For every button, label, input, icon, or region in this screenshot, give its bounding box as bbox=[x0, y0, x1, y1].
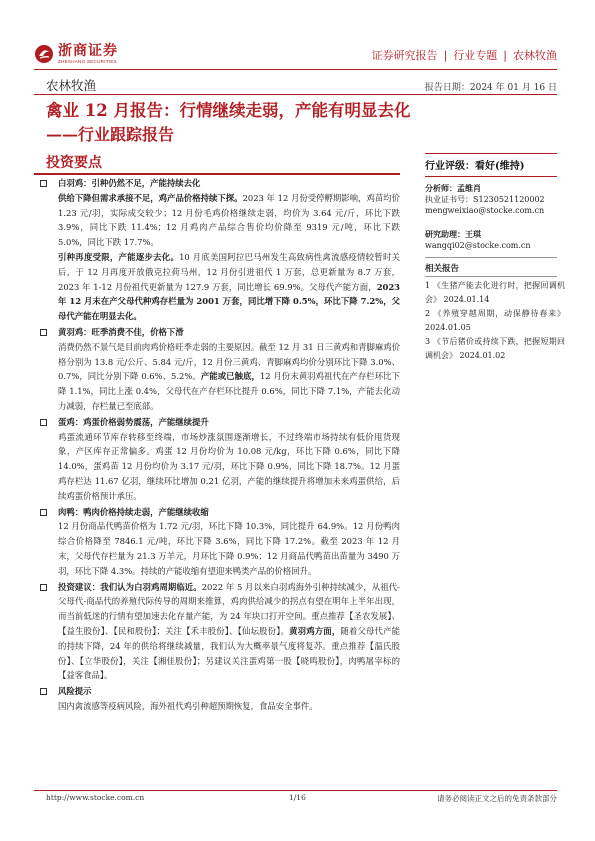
body-text: 2022 年 5 月以来白羽鸡海外引种持续减少，从祖代-父母代-商品代的养殖代际传导的周期来推算，鸡肉供给减少的拐点有望在明年上半年出现，而当前低迷的行情有望加速去化存量产能，为 24 年块口打开空间。重点推荐【圣农发展】、【益生股份】、【民和股份】；关注【禾丰股份】、【仙坛股份】。 bbox=[58, 581, 400, 636]
emphasis-text: 供给下降但需求承接不足，鸡产品价格持续下探。 bbox=[58, 192, 243, 203]
industry-rating: 行业评级：看好(维持) bbox=[425, 161, 525, 172]
checkbox-bullet-icon bbox=[40, 180, 47, 187]
checkbox-bullet-icon bbox=[40, 419, 47, 426]
assistant-email[interactable]: wangqi02@stocke.com.cn bbox=[425, 241, 531, 250]
key-point-heading: 蛋鸡：鸡蛋价格弱势震荡，产能继续提升 bbox=[58, 416, 209, 427]
logo-mark-icon bbox=[34, 44, 54, 64]
body-text: 国内禽流感等疫病风险，海外祖代鸡引种超预期恢复，食品安全事件。 bbox=[58, 700, 318, 711]
key-point-block bbox=[40, 580, 400, 684]
key-point-paragraph bbox=[58, 519, 400, 578]
related-report-item[interactable]: 1 《生猪产能去化进行时，把握回调机会》 2024.01.14 bbox=[425, 281, 565, 304]
body-text: 2023 年 12 月份受停孵期影响，鸡苗均价 1.23 元/羽，实际成交较少；12 月份毛鸡价格继续走弱，均价为 3.64 元/斤，环比下跌 3.9%，同比下跌 11.4%；12 月鸡肉产品综合售价均价降至 9319 元/吨，环比下跌 5.0%，同比下跌 17.7%。 bbox=[58, 192, 400, 248]
logo-name-cn: 浙商证券 bbox=[58, 42, 118, 59]
nav-report-type: 证券研究报告 bbox=[371, 49, 438, 62]
footer-url[interactable]: http://www.stocke.com.cn bbox=[46, 793, 145, 802]
key-point-paragraph bbox=[58, 699, 400, 714]
related-reports-list bbox=[425, 279, 565, 364]
checkbox-bullet-icon bbox=[40, 688, 47, 695]
related-divider bbox=[425, 276, 557, 277]
page-number: 1/16 bbox=[289, 793, 306, 802]
report-date: 报告日期：2024 年 01 月 16 日 bbox=[424, 83, 557, 93]
logo-name-en: ZHESHANG SECURITIES bbox=[58, 58, 117, 64]
analyst-email[interactable]: mengweixiao@stocke.com.cn bbox=[425, 206, 545, 215]
key-point-paragraph bbox=[58, 340, 400, 414]
emphasis-text: 黄羽鸡方面， bbox=[289, 625, 341, 636]
related-report-item[interactable]: 2 《养殖穿越周期，动保静待春来》 2024.01.05 bbox=[425, 309, 565, 332]
brand-logo bbox=[34, 40, 154, 68]
section-heading: 投资要点 bbox=[46, 155, 102, 171]
analyst-info bbox=[425, 183, 565, 216]
checkbox-bullet-icon bbox=[40, 584, 47, 591]
checkbox-bullet-icon bbox=[40, 329, 47, 336]
key-point-heading: 肉鸭：鸭肉价格持续走弱，产能继续收缩 bbox=[58, 506, 209, 517]
key-point-paragraph bbox=[58, 191, 400, 250]
header-nav: 证券研究报告 | 行业专题 | 农林牧渔 bbox=[371, 49, 557, 62]
report-subtitle: ——行业跟踪报告 bbox=[46, 125, 175, 144]
nav-sector: 农林牧渔 bbox=[513, 49, 557, 62]
rating-divider-bottom bbox=[425, 176, 557, 177]
key-point-block bbox=[40, 415, 400, 504]
key-points bbox=[40, 176, 400, 715]
body-text: 消费仍然不景气是目前肉鸡价格旺季走弱的主要原因。截至 12 月 31 日三黄鸡和青脚麻鸡价格分别为 13.8 元/公斤、5.84 元/斤，12 月份三黄鸡、青脚麻鸡均价分别环比下降 3.0%、0.7%，同比分别下降 0.6%、5.2%。 bbox=[58, 341, 400, 382]
rating-divider-top bbox=[425, 153, 557, 154]
body-text: 鸡蛋流通环节库存转移至终端，市场炒涨氛围逐渐增长，不过终端市场持续有低价甩货现象，产区库存正常偏多。鸡蛋 12 月份均价为 10.08 元/kg，环比下降 0.6%，同比下降 14.0%，蛋鸡苗 12 月份均价为 3.17 元/羽，环比下降 0.9%，同比下降 18.7%。12 月蛋鸡存栏达 11.67 亿羽，继续环比增加 0.21 亿羽，产能的继续提升将增加未来鸡蛋供给，后续鸡蛋价格预计承压。 bbox=[58, 431, 400, 501]
body-text: 10 月底美国阿拉巴马州发生高致病性禽流感疫情较暂时关后，于 12 月再度开放俄克拉荷马州，12 月份引进祖代 1 万套，总更新量为 8.7 万套，2023 年 1-12 月份祖代更新量为 127.9 万套，同比增长 69.9%。父母代产能方面， bbox=[58, 251, 400, 292]
checkbox-bullet-icon bbox=[40, 509, 47, 516]
sector-label: 农林牧渔 bbox=[46, 78, 97, 93]
emphasis-text: 引种再度受限，产能逐步去化。 bbox=[58, 251, 180, 262]
nav-report-kind: 行业专题 bbox=[453, 49, 498, 62]
key-point-paragraph bbox=[58, 430, 400, 504]
key-point-block bbox=[40, 505, 400, 579]
key-point-heading: 黄羽鸡：旺季消费不佳，价格下滑 bbox=[58, 326, 184, 337]
key-point-paragraph bbox=[58, 580, 400, 684]
body-text: 12 月份商品代鸭苗价格为 1.72 元/羽，环比下降 10.3%，同比提升 64.9%。12 月份鸭肉综合价格降至 7846.1 元/吨，环比下降 3.6%，同比下降 17.2%。截至 2023 年 12 月末，父母代存栏量为 21.3 万羊元，月环比下降 0.9%；12 月商品代鸭苗出苗量为 3490 万羽，环比下降 4.3%。持续的产能收缩有望迎来鸭类产品的价格回升。 bbox=[58, 521, 400, 576]
key-point-block bbox=[40, 325, 400, 414]
assistant-info bbox=[425, 229, 565, 251]
emphasis-text: 产能或已触底， bbox=[200, 371, 260, 382]
key-point-heading: 风险提示 bbox=[58, 686, 92, 697]
emphasis-text: 投资建议：我们认为白羽鸡周期临近。 bbox=[58, 581, 202, 592]
key-point-paragraph bbox=[58, 250, 400, 324]
emphasis-text: 2023 年 12 月末在产父母代种鸡存栏量为 2001 万套，同比增下降 0.5%，环比下降 7.2%，父母代产能在明显去化。 bbox=[58, 281, 400, 322]
analyst-label: 分析师： bbox=[425, 183, 457, 193]
related-divider-top bbox=[425, 257, 557, 258]
assistant-name: 王琪 bbox=[465, 229, 481, 239]
key-point-heading: 白羽鸡：引种仍然不足，产能持续去化 bbox=[58, 178, 201, 188]
assistant-label: 研究助理： bbox=[425, 229, 465, 239]
report-title: 禽业 12 月报告：行情继续走弱，产能有明显去化 bbox=[46, 101, 411, 120]
body-text: 随着父母代产能的持续下降，24 年的供给将继续减量，我们认为大概率景气度将复苏。重点推荐【温氏股份】、【立华股份】，关注【湘佳股份】；另建议关注蛋鸡第一股【晓鸣股份】，肉鸭屠宰标的【益客食品】。 bbox=[58, 625, 401, 681]
body-text: 12 月份末黄羽鸡祖代在产存栏环比下降 1.1%，同比上涨 0.4%，父母代在产存栏环比提升 0.6%，同比下降 7.1%，产能去化动力减弱，存栏量已至底部。 bbox=[58, 371, 401, 411]
header-divider bbox=[34, 69, 557, 70]
related-reports-heading: 相关报告 bbox=[425, 264, 460, 274]
analyst-name: 孟维肖 bbox=[457, 183, 481, 193]
section-divider bbox=[34, 173, 400, 175]
title-divider bbox=[34, 94, 557, 95]
footer-disclaimer: 请务必阅读正文之后的免责条款部分 bbox=[437, 794, 557, 803]
key-point-block bbox=[40, 176, 400, 324]
related-report-item[interactable]: 3 《节后猪价或持续下跌，把握短期回调机会》 2024.01.02 bbox=[425, 337, 565, 360]
key-point-block bbox=[40, 684, 400, 714]
footer-divider bbox=[34, 790, 557, 791]
analyst-cert: 执业证书号：S1230521120002 bbox=[425, 195, 545, 204]
